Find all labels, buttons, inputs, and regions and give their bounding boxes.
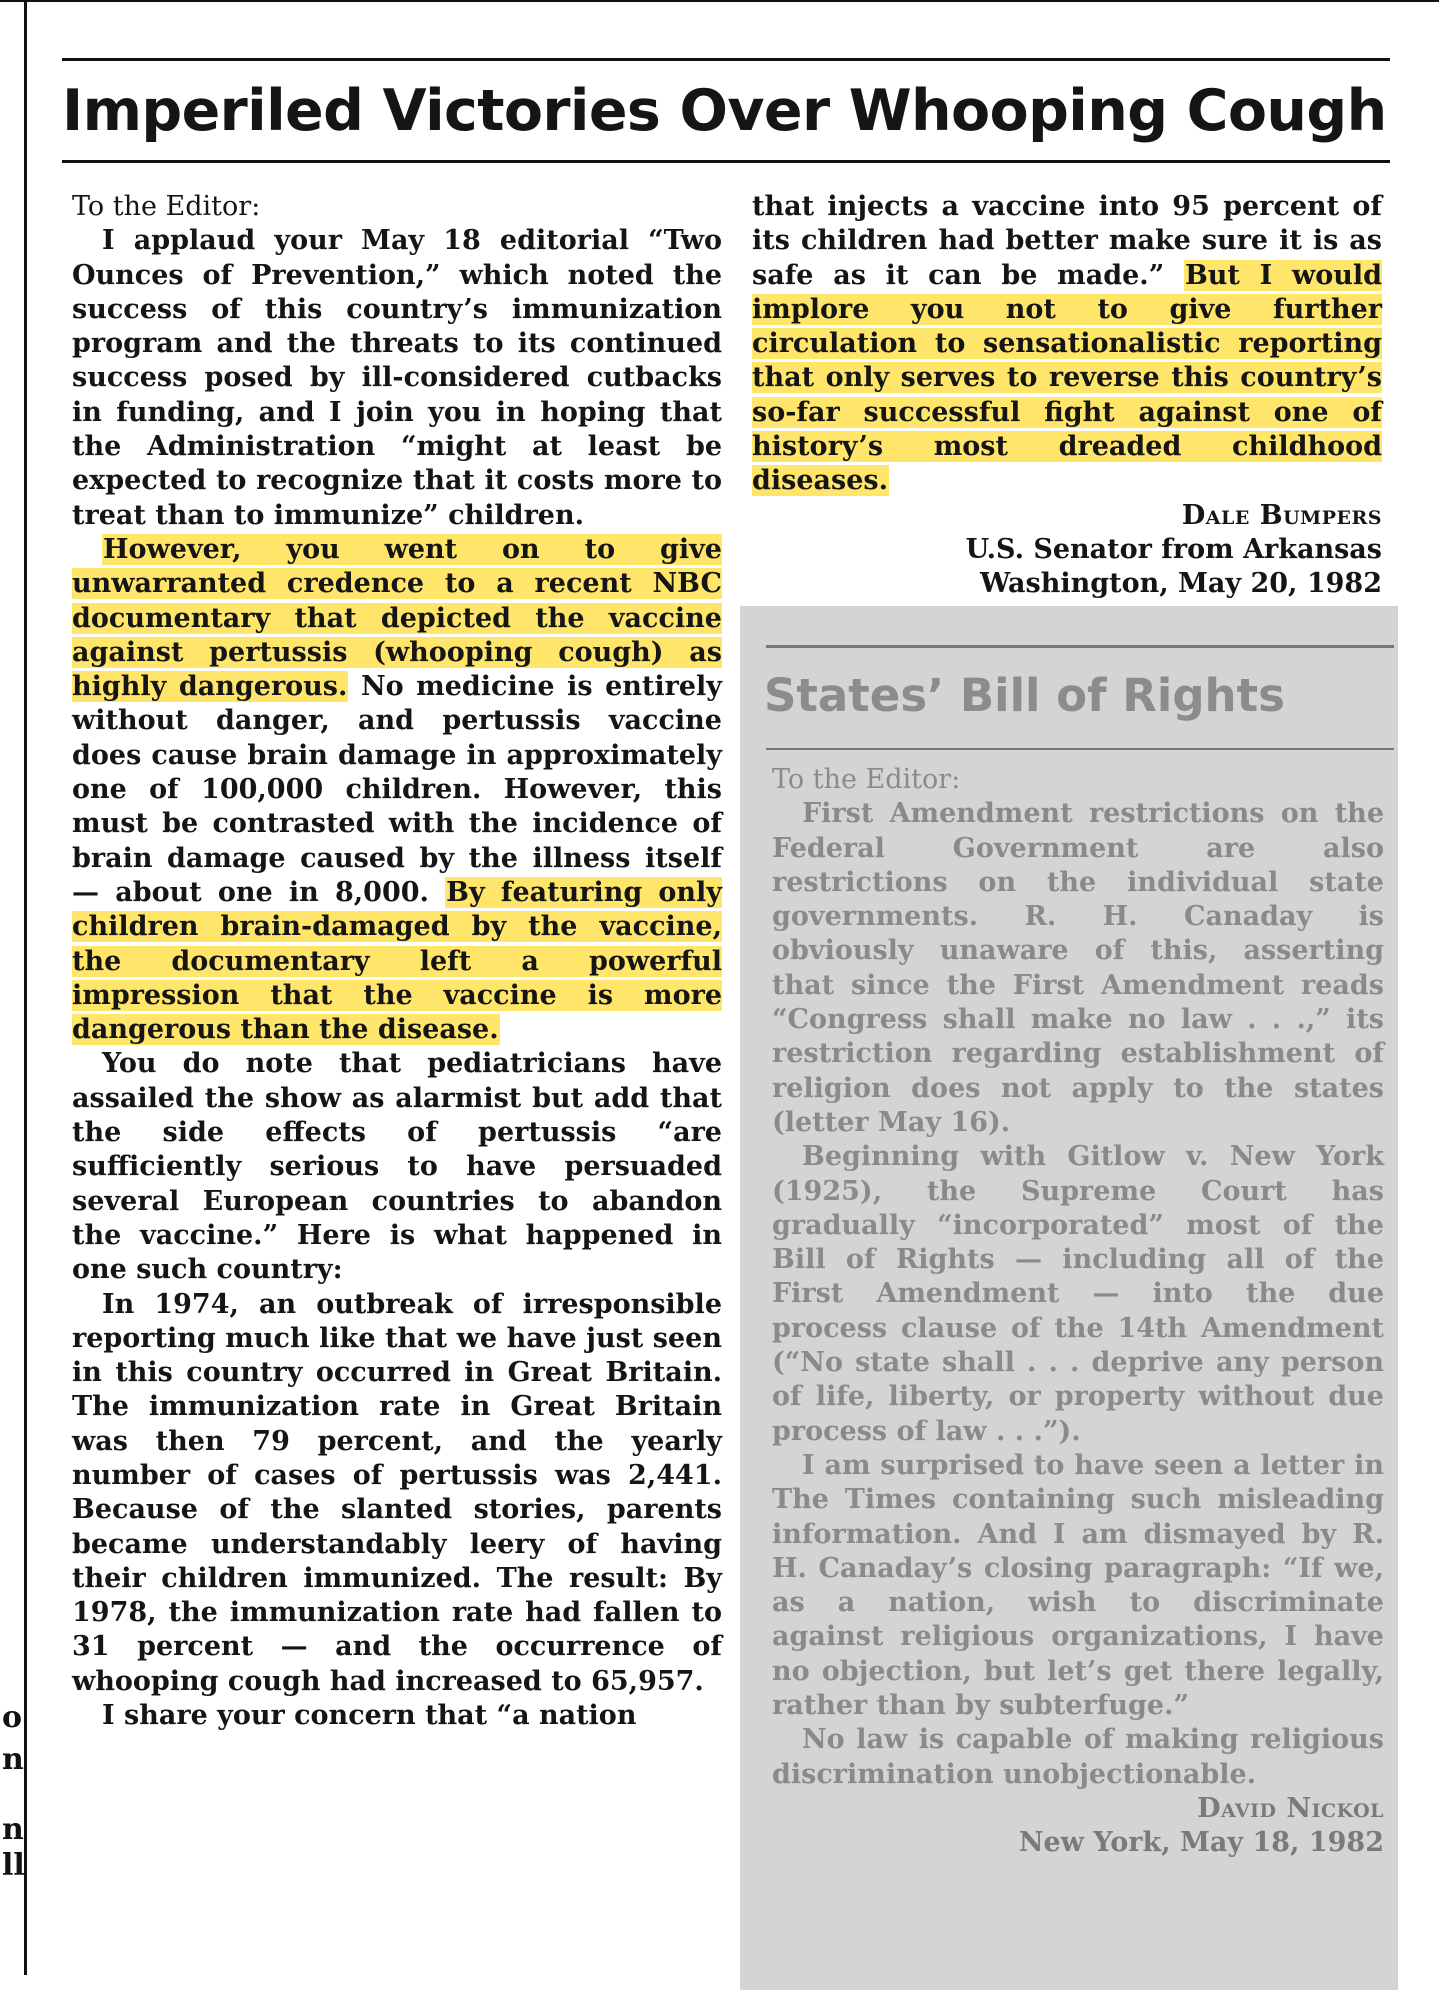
letter-paragraph: In 1974, an outbreak of irresponsible reporting much like that we have just seen in this country occurred in Great Britain. The immunization rate in Great Britain was then 79 percent, and the yearly number of cases of pertussis was 2,441. Because of the slanted stories, parents became understandably leery of having their children immunized. The result: By 1978, the immunization rate had fallen to 31 percent — and the occurrence of whooping cough had increased to 65,957. xyxy=(72,1288,722,1697)
letter-paragraph: I share your concern that “a nation xyxy=(102,1700,637,1732)
letter-paragraph-continued xyxy=(752,190,1382,499)
article-subheadline: States’ Bill of Rights xyxy=(764,669,1285,722)
letter-paragraph: I am surprised to have seen a letter in The Times containing such misleading information. And I am dismayed by R. H. Canaday’s closing paragraph: “If we, as a nation, wish to discriminate against religious organizations, I have no objection, but let’s get there legally, rather than by subterfuge.” xyxy=(772,1449,1384,1722)
signature-title: U.S. Senator from Arkansas xyxy=(965,533,1382,565)
headline-top-rule xyxy=(62,58,1390,61)
paragraph-text: No medicine is entirely without danger, and pertussis vaccine does cause brain damage in approximately one of 100,000 children. However, this must be contrasted with the incidence of brain damage caused by the illness itself — about one in 8,000. xyxy=(72,671,722,908)
letter-paragraph: You do note that pediatricians have assailed the show as alarmist but add that the side effects of pertussis “are sufficiently serious to have persuaded several European countries to abandon the vaccine.” Here is what happened in one such country: xyxy=(72,1048,722,1286)
highlighted-text: By featuring only children brain-damaged by the vaccine, the documentary left a powerful impression that the vaccine is more dangerous than the disease. xyxy=(72,876,722,1046)
article-column-left xyxy=(72,190,722,1733)
letter-paragraph: I applaud your May 18 editorial “Two Ounces of Prevention,” which noted the success of this country’s immunization program and the threats to its continued success posed by ill-considered cutbacks in funding, and I join you in hoping that the Administration “might at least be expected to recognize that it costs more to treat than to immunize” children. xyxy=(72,225,722,531)
margin-fragment: ll xyxy=(2,1848,25,1883)
signature-name: David Nickol xyxy=(1197,1792,1384,1824)
letter-greeting: To the Editor: xyxy=(72,191,261,222)
paragraph-text: that injects a vaccine into 95 percent of its children had better make sure it is as safe as it can be made.” xyxy=(752,191,1382,291)
letter-paragraph: Beginning with Gitlow v. New York (1925), the Supreme Court has gradually “incorporated” most of the Bill of Rights — including all of the First Amendment — into the due process clause of the 14th Amendment (“No state shall . . . deprive any person of life, liberty, or property without due process of law . . .”). xyxy=(772,1141,1384,1447)
signature-name: Dale Bumpers xyxy=(1181,499,1382,531)
letter-greeting: To the Editor: xyxy=(772,764,961,795)
letter-paragraph xyxy=(72,533,722,1047)
subheadline-bottom-rule xyxy=(766,748,1394,750)
highlighted-text: But I would implore you not to give further circulation to sensationalistic reporting that only serves to reverse this country’s so-far successful fight against one of history’s most dreaded childhood diseases. xyxy=(752,259,1382,497)
page-top-border xyxy=(0,0,1439,2)
margin-fragment: n xyxy=(2,1742,24,1777)
article-headline: Imperiled Victories Over Whooping Cough xyxy=(62,78,1387,144)
headline-bottom-rule xyxy=(62,160,1390,163)
letter-paragraph: First Amendment restrictions on the Federal Government are also restrictions on the individual state governments. R. H. Canaday is obviously unaware of this, asserting that since the First Amendment reads “Congress shall make no law . . .,” its restriction regarding establishment of religion does not apply to the states (letter May 16). xyxy=(772,798,1384,1138)
signature-place-date: Washington, May 20, 1982 xyxy=(980,568,1382,600)
margin-fragment: o xyxy=(2,1700,23,1735)
greyed-article-column xyxy=(772,763,1384,1861)
letter-paragraph: No law is capable of making religious discrimination unobjectionable. xyxy=(772,1724,1384,1790)
highlighted-text: However, you went on to give unwarranted credence to a recent NBC documentary that depicted the vaccine against pertussis (whooping cough) as highly dangerous. xyxy=(72,533,722,703)
page-left-border xyxy=(24,0,27,1975)
article-column-right xyxy=(752,190,1382,602)
margin-fragment: n xyxy=(2,1812,24,1847)
subheadline-top-rule xyxy=(766,645,1394,648)
signature-place-date: New York, May 18, 1982 xyxy=(1018,1827,1384,1859)
